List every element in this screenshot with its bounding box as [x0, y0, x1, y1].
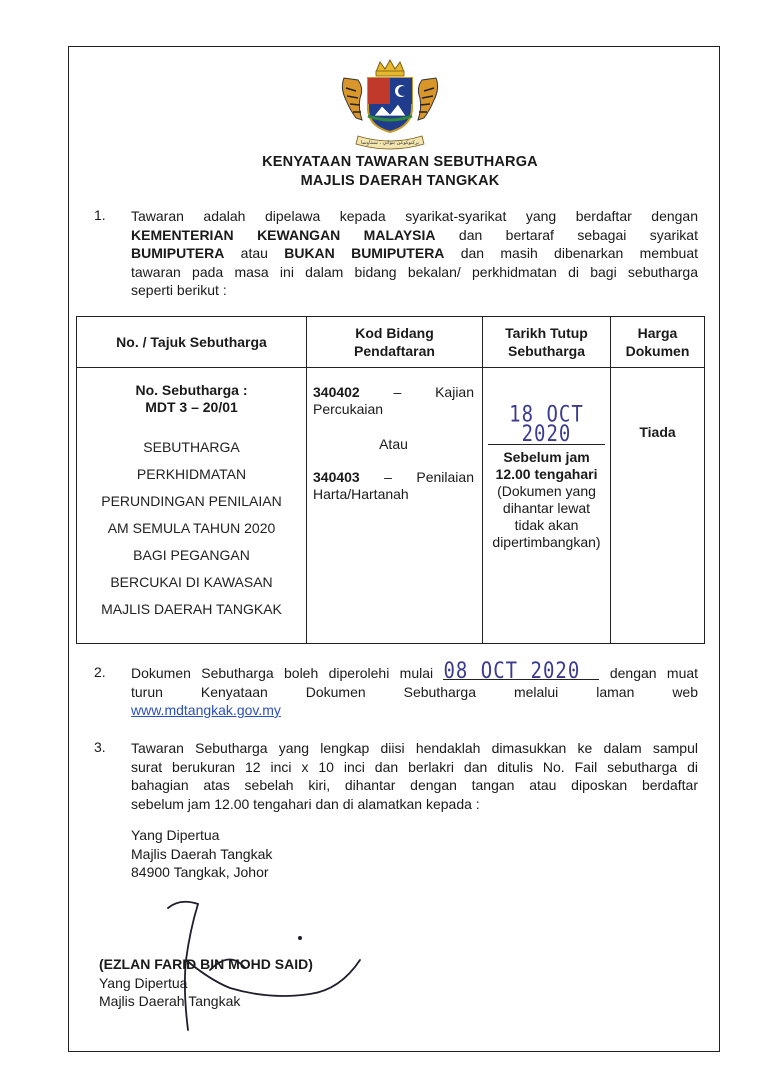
quotation-number-value: MDT 3 – 20/01	[145, 399, 238, 415]
closing-date-cell	[483, 368, 611, 644]
header-registration-code: Kod Bidang Pendaftaran	[307, 317, 483, 368]
item-1-text: dan bertaraf sebagai syarikat	[435, 226, 698, 243]
quotation-cell	[77, 368, 307, 644]
website-link[interactable]: www.mdtangkak.gov.my	[131, 702, 281, 718]
header-closing-date: Tarikh Tutup Sebutharga	[483, 317, 611, 368]
item-2-text: Dokumen Sebutharga boleh diperolehi mulai	[131, 665, 434, 681]
closing-note-line: dihantar lewat	[502, 500, 591, 516]
closing-date-stamp: 18 OCT 2020	[509, 402, 584, 447]
code-1: 340402	[313, 384, 360, 400]
quotation-title-line: PERUNDINGAN PENILAIAN	[101, 493, 282, 509]
quotation-title-line: PERKHIDMATAN	[136, 466, 247, 482]
item-2-paragraph	[131, 658, 699, 720]
item-1-text: atau	[224, 245, 285, 261]
non-bumiputera-label: BUKAN BUMIPUTERA	[284, 245, 445, 261]
quotation-title-line: BAGI PEGANGAN	[133, 547, 250, 563]
item-1-number: 1.	[94, 207, 106, 223]
header-quotation-title: No. / Tajuk Sebutharga	[77, 317, 307, 368]
availability-date-field	[443, 658, 599, 684]
table-row	[77, 368, 705, 644]
quotation-table	[76, 316, 705, 644]
quotation-title-line: MAJLIS DAERAH TANGKAK	[101, 601, 282, 617]
recipient-address	[131, 826, 272, 882]
item-1-line: tawaran pada masa ini dalam bidang bekalan/ perkhidmatan di bagi sebutharga	[131, 263, 698, 280]
notice-title: KENYATAAN TAWARAN SEBUTHARGA	[262, 154, 538, 170]
closing-note-line: dipertimbangkan)	[492, 534, 601, 550]
item-3-line: bahagian atas sebelah kiri, dihantar dengan tangan atau diposkan berdaftar	[131, 777, 698, 793]
quotation-title-line: BERCUKAI DI KAWASAN	[110, 574, 273, 590]
item-1-paragraph	[131, 207, 698, 300]
closing-note-line: (Dokumen yang	[497, 483, 596, 499]
address-line: 84900 Tangkak, Johor	[131, 864, 269, 880]
code-2-desc-cont: Harta/Hartanah	[313, 486, 409, 502]
item-1-text: dan masih dibenarkan membuat	[444, 245, 698, 261]
document-price: Tiada	[639, 424, 676, 440]
code-1-desc-cont: Percukaian	[313, 401, 384, 417]
code-2-line	[313, 469, 474, 486]
item-3-line: sebelum jam 12.00 tengahari dan di alamatkan kepada :	[131, 795, 480, 812]
code-dash: –	[384, 469, 392, 485]
item-2-text: dengan muat	[609, 665, 699, 681]
item-1-line: seperti berikut :	[131, 282, 227, 298]
header-document-price: Harga Dokumen	[611, 317, 705, 368]
item-3-paragraph	[131, 739, 698, 813]
quotation-number-label: No. Sebutharga :	[135, 382, 248, 398]
crest-motto: بركتوكوڠن بنواني ، سنتاوسا	[360, 140, 420, 146]
signatory-block	[99, 955, 313, 1011]
registration-code-cell	[307, 368, 483, 644]
item-1-line	[131, 244, 698, 263]
atau-label: Atau	[379, 436, 408, 452]
closing-time-line: 12.00 tengahari	[495, 466, 598, 482]
table-header-row	[77, 317, 705, 368]
quotation-title-line: AM SEMULA TAHUN 2020	[107, 520, 276, 536]
ministry-name: KEMENTERIAN KEWANGAN MALAYSIA	[131, 226, 436, 243]
availability-date-stamp: 08 OCT 2020	[443, 658, 581, 684]
item-1-line	[131, 226, 698, 245]
code-1-line	[313, 384, 474, 401]
code-2: 340403	[313, 469, 360, 485]
closing-time-line: Sebelum jam	[503, 449, 590, 465]
code-dash: –	[393, 384, 402, 400]
signatory-organization: Majlis Daerah Tangkak	[99, 993, 241, 1009]
address-line: Majlis Daerah Tangkak	[131, 845, 273, 862]
item-3-line: surat berukuran 12 inci x 10 inci dan berlakri dan ditulis No. Fail sebutharga di	[131, 758, 698, 775]
item-2-line	[131, 701, 698, 720]
document-price-cell	[611, 368, 705, 644]
council-name-title: MAJLIS DAERAH TANGKAK	[300, 173, 500, 189]
signatory-position: Yang Dipertua	[99, 974, 188, 991]
item-2-number: 2.	[94, 664, 106, 680]
signatory-name: (EZLAN FARID BIN MOHD SAID)	[99, 956, 313, 972]
council-crest-logo	[338, 58, 442, 152]
item-1-line: Tawaran adalah dipelawa kepada syarikat-syarikat yang berdaftar dengan	[131, 208, 698, 224]
item-2-line	[131, 658, 699, 684]
item-3-line: Tawaran Sebutharga yang lengkap diisi hendaklah dimasukkan ke dalam sampul	[131, 740, 698, 756]
quotation-title-line: SEBUTHARGA	[143, 439, 240, 455]
code-1-desc: Kajian	[435, 384, 474, 400]
code-2-desc: Penilaian	[416, 469, 474, 485]
closing-note-line: tidak akan	[514, 517, 579, 533]
bumiputera-label: BUMIPUTERA	[131, 245, 225, 261]
address-line: Yang Dipertua	[131, 827, 220, 843]
item-2-line: turun Kenyataan Dokumen Sebutharga melalui laman web	[131, 683, 698, 700]
item-3-number: 3.	[94, 739, 106, 755]
